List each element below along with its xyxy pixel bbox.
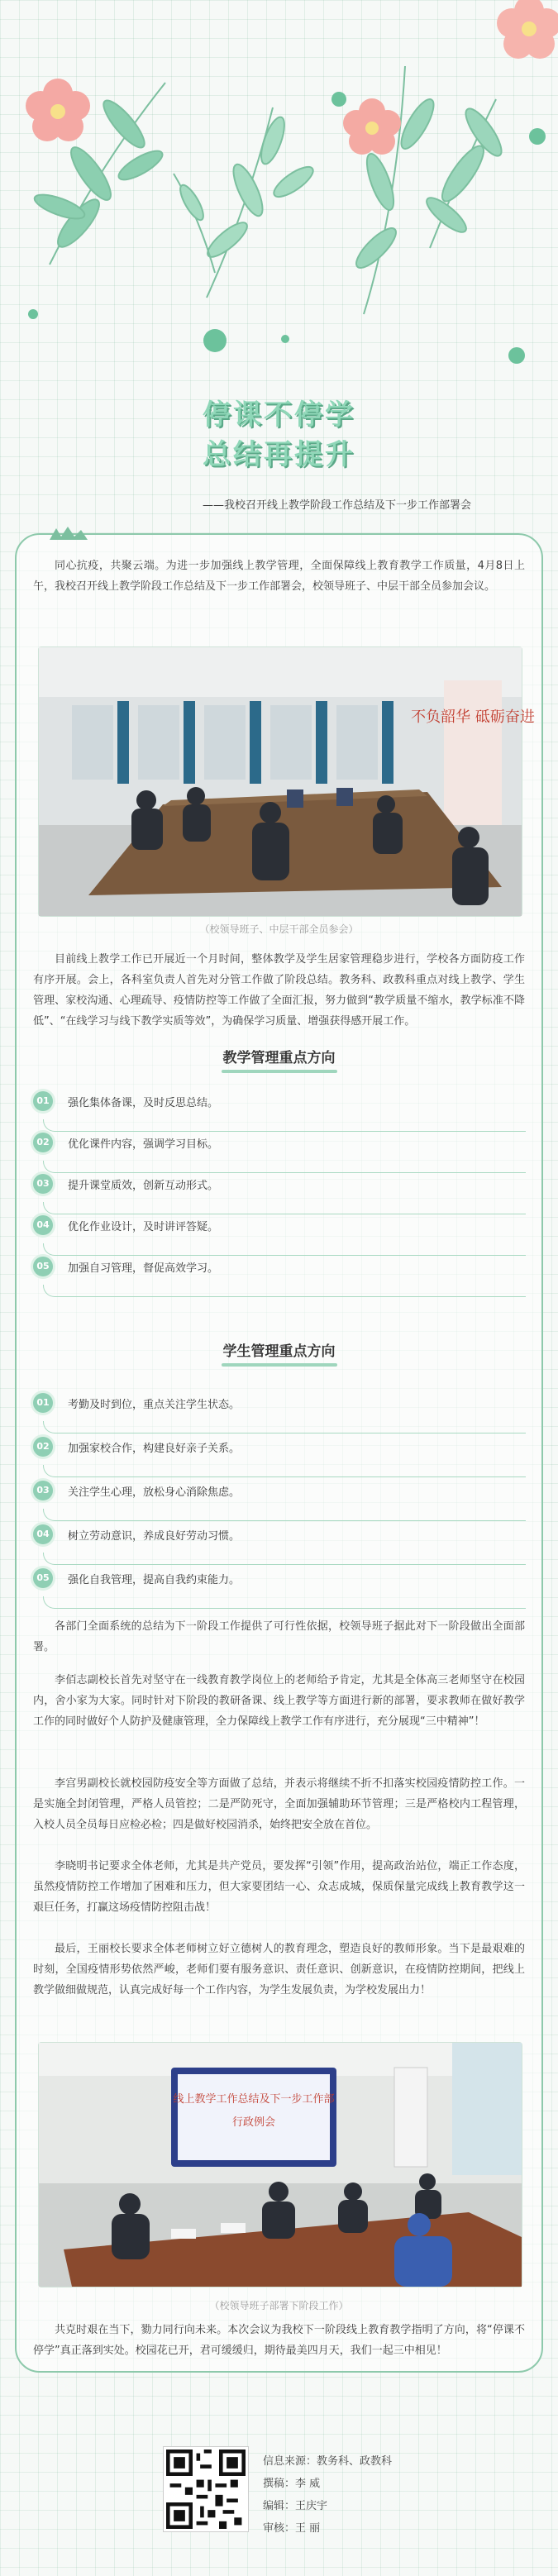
page-subtitle: ——我校召开线上教学阶段工作总结及下一步工作部署会: [202, 499, 471, 512]
item-underline: [43, 1553, 526, 1565]
item-underline: [43, 1509, 526, 1521]
student-item: [33, 1568, 525, 1588]
student-item: [33, 1481, 525, 1500]
teaching-item: [33, 1257, 525, 1276]
credit-source: 信息来源：教务科、政教科: [263, 2455, 393, 2468]
screen-text-1: 线上教学工作总结及下一步工作部: [173, 2093, 335, 2106]
body-paragraph: 李佰志副校长首先对坚守在一线教育教学岗位上的老师给予肯定，尤其是全体高三老师坚守在校园内，舍小家为大家。同时针对下阶段的教研备课、线上教学等方面进行新的部署，要求教师在做好教学工作的同时做好个人防护及健康管理，全力保障线上教学工作有序进行，充分展现“三中精神”！: [33, 1674, 525, 1728]
item-number-badge: 02: [33, 1437, 53, 1457]
footer: [0, 2447, 558, 2538]
flower-top-right: [497, 0, 558, 59]
teaching-item: [33, 1091, 525, 1111]
page-title: [0, 395, 558, 475]
photo-caption-2: （校领导班子部署下阶段工作）: [209, 2300, 349, 2311]
teaching-item: [33, 1133, 525, 1152]
floral-banner: [0, 0, 558, 384]
flower-right: [343, 98, 401, 155]
item-number-badge: 03: [33, 1174, 53, 1194]
item-underline: [43, 1119, 526, 1132]
item-underline: [43, 1285, 526, 1297]
meeting-room-illustration: [39, 2043, 522, 2287]
item-text: 加强家校合作，构建良好亲子关系。: [68, 1443, 241, 1455]
item-text: 关注学生心理，放松身心消除焦虑。: [68, 1486, 241, 1499]
item-number-badge: 03: [33, 1481, 53, 1500]
leaf-branch-center: [174, 107, 317, 298]
student-title-text: 学生管理重点方向: [222, 1343, 336, 1360]
item-number-badge: 01: [33, 1393, 53, 1413]
title-line-2: 总结再提升: [203, 438, 355, 471]
item-number-badge: 04: [33, 1215, 53, 1235]
item-text: 考勤及时到位，重点关注学生状态。: [68, 1399, 241, 1411]
item-number-badge: 02: [33, 1133, 53, 1152]
body-paragraph: 李晓明书记要求全体老师，尤其是共产党员，要发挥“引领”作用，提高政治站位，端正工作态度，虽然疫情防控工作增加了困难和压力，但大家要团结一心、众志成城，保质保量完成线上教育教学这一艰巨任务，打赢这场疫情防控阻击战！: [33, 1860, 525, 1914]
body-paragraph: 最后，王丽校长要求全体老师树立好立德树人的教育理念，塑造良好的教师形象。当下是最艰难的时刻，全国疫情形势依然严峻，老师们要有服务意识、责任意识、创新意识，在疫情防控期间，把线上教学做细做规范，认真完成好每一个工作内容，为学生发展负责，为学校发展出力！: [33, 1943, 525, 1996]
credit-editor: 编辑：王庆宇: [263, 2500, 328, 2512]
body-paragraph: 各部门全面系统的总结为下一阶段工作提供了可行性依据，校领导班子据此对下一阶段做出全面部署。: [33, 1620, 525, 1653]
screen-text-2: 行政例会: [231, 2116, 276, 2129]
item-text: 优化作业设计，及时讲评答疑。: [68, 1221, 219, 1233]
item-underline: [43, 1202, 526, 1214]
summary-paragraph: 目前线上教学工作已开展近一个月时间，整体教学及学生居家管理稳步进行，学校各方面防疫工作有序开展。会上，各科室负责人首先对分管工作做了阶段总结。教务科、政教科重点对线上教学、学生管理、家校沟通、心理疏导、疫情防控等工作做了全面汇报，努力做到“教学质量不缩水，教学标准不降低”、“在线学习与线下教学实质等效”，为确保学习质量、增强获得感开展工作。: [33, 953, 525, 1028]
teaching-section-title: [0, 1046, 558, 1073]
item-text: 提升课堂质效，创新互动形式。: [68, 1180, 219, 1192]
qr-code[interactable]: [164, 2447, 248, 2531]
title-underline: [222, 1363, 337, 1367]
banner-text: 不负韶华 砥砺奋进: [411, 708, 535, 726]
body-paragraph: 李宫男副校长就校园防疫安全等方面做了总结，并表示将继续不折不扣落实校园疫情防控工作。一是实施全封闭管理，严格人员管控；二是严防死守，全面加强辅助环节管理；三是严格校内工程管理，入校人员全员每日应检必检；四是做好校园消杀，始终把安全放在首位。: [33, 1777, 525, 1831]
item-number-badge: 05: [33, 1257, 53, 1276]
meeting-photo-2: [38, 2042, 522, 2287]
decorative-dots: [28, 92, 546, 364]
item-number-badge: 01: [33, 1091, 53, 1111]
photo-caption-1: （校领导班子、中层干部全员参会）: [199, 923, 359, 935]
item-text: 强化自我管理，提高自我约束能力。: [68, 1574, 241, 1586]
meeting-photo-1: [38, 646, 535, 917]
teaching-item: [33, 1215, 525, 1235]
item-underline: [43, 1161, 526, 1173]
teaching-item: [33, 1174, 525, 1194]
flower-left: [26, 79, 90, 141]
item-underline: [43, 1421, 526, 1433]
closing-paragraph: 共克时艰在当下，勠力同行向未来。本次会议为我校下一阶段线上教育教学指明了方向，将“停课不停学”真正落到实处。校园花已开，君可缓缓归，期待最美四月天，我们一起三中相见！: [33, 2324, 525, 2357]
student-section-title: [0, 1339, 558, 1367]
item-underline: [43, 1596, 526, 1609]
meeting-room-illustration: [39, 647, 535, 916]
item-text: 优化课件内容，强调学习目标。: [68, 1138, 219, 1151]
item-underline: [43, 1243, 526, 1256]
item-number-badge: 05: [33, 1568, 53, 1588]
teaching-title-text: 教学管理重点方向: [222, 1050, 336, 1066]
credit-writer: 撰稿：李 威: [263, 2478, 321, 2490]
student-item: [33, 1393, 525, 1413]
title-line-1: 停课不停学: [203, 398, 355, 432]
credits: [263, 2450, 392, 2540]
title-underline: [222, 1070, 337, 1073]
item-underline: [43, 1465, 526, 1477]
item-text: 强化集体备课，及时反思总结。: [68, 1097, 219, 1109]
item-text: 树立劳动意识，养成良好劳动习惯。: [68, 1530, 241, 1543]
credit-reviewer: 审核：王 丽: [263, 2522, 321, 2535]
intro-paragraph: 同心抗疫，共聚云端。为进一步加强线上教学管理，全面保障线上教育教学工作质量，4月8日上午，我校召开线上教学阶段工作总结及下一步工作部署会，校领导班子、中层干部全员参加会议。: [33, 560, 525, 593]
item-number-badge: 04: [33, 1524, 53, 1544]
student-item: [33, 1437, 525, 1457]
grass-icon: [48, 525, 98, 541]
item-text: 加强自习管理，督促高效学习。: [68, 1262, 219, 1275]
student-item: [33, 1524, 525, 1544]
